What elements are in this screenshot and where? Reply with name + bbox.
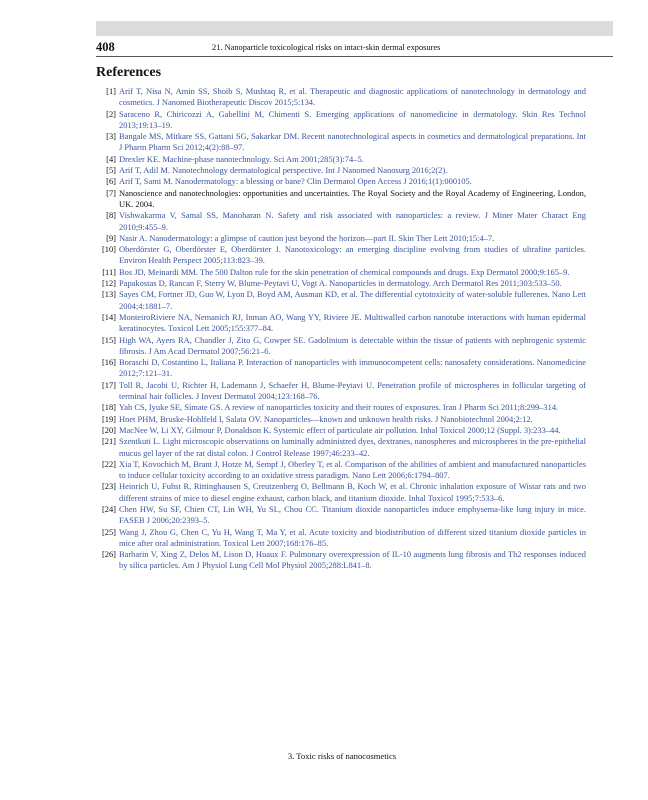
reference-text: Nanoscience and nanotechnologies: opportunities and uncertainties. The Royal Society and the Royal Academy of Engineering, London, UK. 2004. [119, 187, 586, 209]
reference-link[interactable]: Barbarin V, Xing Z, Delos M, Lison D, Huaux F. Pulmonary overexpression of IL-10 augments lung fibrosis and Th2 responses induced by silica particles. Am J Physiol Lung Cell Mol Physiol 2005;288:L841–8. [119, 549, 586, 571]
reference-item [96, 109, 586, 132]
reference-item [96, 210, 586, 233]
reference-item [96, 154, 586, 165]
reference-number: [7] [106, 187, 116, 198]
reference-item [96, 176, 586, 187]
reference-number: [9] [106, 232, 116, 243]
header-band [96, 21, 613, 36]
reference-number: [11] [102, 266, 116, 277]
reference-link[interactable]: Hoet PHM, Bruske-Hohlfeld I, Salata OV. Nanoparticles—known and unknown health risks. J Nanobiotechnol 2004;2:12. [119, 413, 533, 424]
reference-number: [5] [106, 165, 116, 176]
footer-section-label: 3. Toxic risks of nanocosmetics [287, 751, 397, 761]
section-title: References [96, 65, 162, 80]
reference-item [96, 278, 586, 289]
reference-item [96, 233, 586, 244]
reference-item [96, 267, 586, 278]
reference-item [96, 436, 586, 459]
header-divider [96, 56, 613, 57]
reference-link[interactable]: Toll R, Jacobi U, Richter H, Lademann J, Schaefer H, Blume-Peytavi U. Penetration profile of microspheres in follicular targeting of terminal hair follicles. J Invest Dermatol 2004;123:168–76. [119, 379, 586, 402]
reference-number: [22] [101, 458, 116, 469]
footer [0, 751, 648, 762]
reference-number: [21] [101, 436, 116, 447]
reference-link[interactable]: MonteiroRiviere NA, Nemanich RJ, Inman AO, Wang YY, Riviere JE. Multiwalled carbon nanotube interactions with human epidermal keratinocytes. Toxicol Lett 2005;155:377–84. [119, 311, 586, 334]
reference-number: [26] [101, 549, 116, 560]
reference-link[interactable]: Arif T, Adil M. Nanotechnology dermatological perspective. Int J Nanomed Nanosurg 2016;2(2). [119, 165, 448, 176]
reference-link[interactable]: Oberdörster G, Oberdörster E, Oberdörster J. Nanotoxicology: an emerging discipline evolving from studies of ultrafine particles. Environ Health Perspect 2005;113:823–39. [119, 244, 586, 266]
reference-item [96, 481, 586, 504]
reference-link[interactable]: MacNee W, Li XY, Gilmour P, Donaldson K. Systemic effect of particulate air pollution. Inhal Toxicol 2000;12 (Suppl. 3):233–44. [119, 424, 561, 435]
reference-link[interactable]: Heinrich U, Fuhst R, Rittinghausen S, Creutzenberg O, Bellmann B, Koch W, et al. Chronic inhalation exposure of Wistar rats and two different strains of mice to diesel engine exhaust, carbon black, and titanium dioxide. Inhal Toxicol 1995;7:533–6. [119, 481, 586, 503]
reference-item [96, 335, 586, 358]
reference-number: [19] [101, 413, 116, 424]
reference-link[interactable]: Boraschi D, Costantino L, Italiana P. Interaction of nanoparticles with immunocompetent cells: nanosafety considerations. Nanomedicine 2012;7:121–31. [119, 357, 586, 379]
reference-number: [24] [101, 503, 116, 514]
reference-link[interactable]: Arif T, Sami M. Nanodermatology: a blessing or bane? Clin Dermatol Open Access J 2016;1(1):000105. [119, 176, 472, 187]
reference-link[interactable]: Arif T, Nisa N, Amin SS, Shoib S, Mushtaq R, et al. Therapeutic and diagnostic applications of nanotechnology in dermatology and cosmetics. J Nanomed Biotherapeutic Discov 2015;5:134. [119, 86, 586, 108]
reference-item [96, 131, 586, 154]
reference-number: [20] [101, 424, 116, 435]
reference-number: [2] [106, 108, 116, 119]
reference-link[interactable]: Papakostas D, Rancan F, Sterry W, Blume-Peytavi U, Vogt A. Nanoparticles in dermatology. Arch Dermatol Res 2011;303:533–50. [119, 278, 562, 289]
reference-number: [12] [101, 278, 116, 289]
page-number: 408 [96, 40, 115, 54]
reference-link[interactable]: Drexler KE. Machine-phase nanotechnology. Sci Am 2001;285(3):74–5. [119, 153, 364, 164]
reference-item [96, 244, 586, 267]
running-head: 21. Nanoparticle toxicological risks on intact-skin dermal exposures [212, 43, 441, 52]
reference-number: [6] [106, 176, 116, 187]
reference-link[interactable]: Vishwakarma V, Samal SS, Manoharan N. Safety and risk associated with nanoparticles: a review. J Miner Mater Charact Eng 2010;9:455–9. [119, 210, 586, 232]
reference-link[interactable]: Saraceno R, Chiricozzi A, Gabellini M, Chimenti S. Emerging applications of nanomedicine in dermatology. Skin Res Technol 2013;19:13–19. [119, 108, 586, 130]
reference-number: [23] [101, 481, 116, 492]
reference-item [96, 86, 586, 109]
reference-item [96, 504, 586, 527]
reference-link[interactable]: Bos JD, Meinardi MM. The 500 Dalton rule for the skin penetration of chemical compounds and drugs. Exp Dermatol 2000;9:165–9. [119, 266, 570, 277]
reference-number: [25] [101, 526, 116, 537]
reference-item [96, 165, 586, 176]
reference-number: [3] [106, 131, 116, 142]
reference-item [96, 357, 586, 380]
reference-item [96, 188, 586, 211]
reference-number: [18] [101, 402, 116, 413]
reference-link[interactable]: Wang J, Zhou G, Chen C, Yu H, Wang T, Ma Y, et al. Acute toxicity and biodistribution of different sized titanium dioxide particles in mice after oral administration. Toxicol Lett 2007;168:176–85. [119, 526, 586, 548]
reference-item [96, 425, 586, 436]
reference-link[interactable]: Yah CS, Iyuke SE, Simate GS. A review of nanoparticles toxicity and their routes of exposures. Iran J Pharm Sci 2011;8:299–314. [119, 402, 559, 413]
reference-number: [10] [101, 244, 116, 255]
reference-number: [15] [101, 334, 116, 345]
reference-number: [16] [101, 357, 116, 368]
reference-item [96, 312, 586, 335]
reference-item [96, 459, 586, 482]
reference-item [96, 380, 586, 403]
reference-link[interactable]: Bangale MS, Mitkare SS, Gattani SG, Sakarkar DM. Recent nanotechnological aspects in cosmetics and dermatological preparations. Int J Pharm Pharm Sci 2012;4(2):88–97. [119, 131, 586, 153]
reference-number: [1] [106, 86, 116, 96]
reference-list [96, 86, 586, 572]
reference-link[interactable]: High WA, Ayers RA, Chandler J, Zito G, Cowper SE. Gadolinium is detectable within the tissue of patients with nephrogenic systemic fibrosis. J Am Acad Dermatol 2007;56:21–6. [119, 334, 586, 356]
reference-link[interactable]: Szentkuti L. Light microscopic observations on luminally administred dyes, dextranes, nanospheres and microspheres in the pre-epithelial mucus gel layer of the rat distal colon. J Control Release 1997;46:233–42. [119, 436, 586, 458]
reference-link[interactable]: Sayes CM, Fortner JD, Guo W, Lyon D, Boyd AM, Ausman KD, et al. The differential cytotoxicity of water-soluble fullerenes. Nano Lett 2004;4:1881–7. [119, 289, 586, 311]
reference-item [96, 414, 586, 425]
reference-link[interactable]: Nasir A. Nanodermatology: a glimpse of caution just beyond the horizon—part II. Skin Ther Lett 2010;15:4–7. [119, 232, 495, 243]
reference-item [96, 549, 586, 572]
reference-link[interactable]: Chen HW, Su SF, Chien CT, Lin WH, Yu SL, Chou CC. Titanium dioxide nanoparticles induce emphysema-like lung injury in mice. FASEB J 2006;20:2393–5. [119, 503, 586, 526]
reference-number: [17] [101, 379, 116, 390]
reference-item [96, 402, 586, 413]
reference-item [96, 527, 586, 550]
reference-number: [4] [106, 153, 116, 164]
reference-number: [14] [101, 311, 116, 322]
reference-link[interactable]: Xia T, Kovochich M, Brant J, Hotze M, Sempf J, Oberley T, et al. Comparison of the abilities of ambient and manufactured nanoparticles to induce cellular toxicity according to an oxidative stress paradigm. Nano Lett 2006;6:1794–807. [119, 458, 586, 481]
reference-item [96, 289, 586, 312]
reference-number: [8] [106, 210, 116, 221]
reference-number: [13] [101, 289, 116, 300]
